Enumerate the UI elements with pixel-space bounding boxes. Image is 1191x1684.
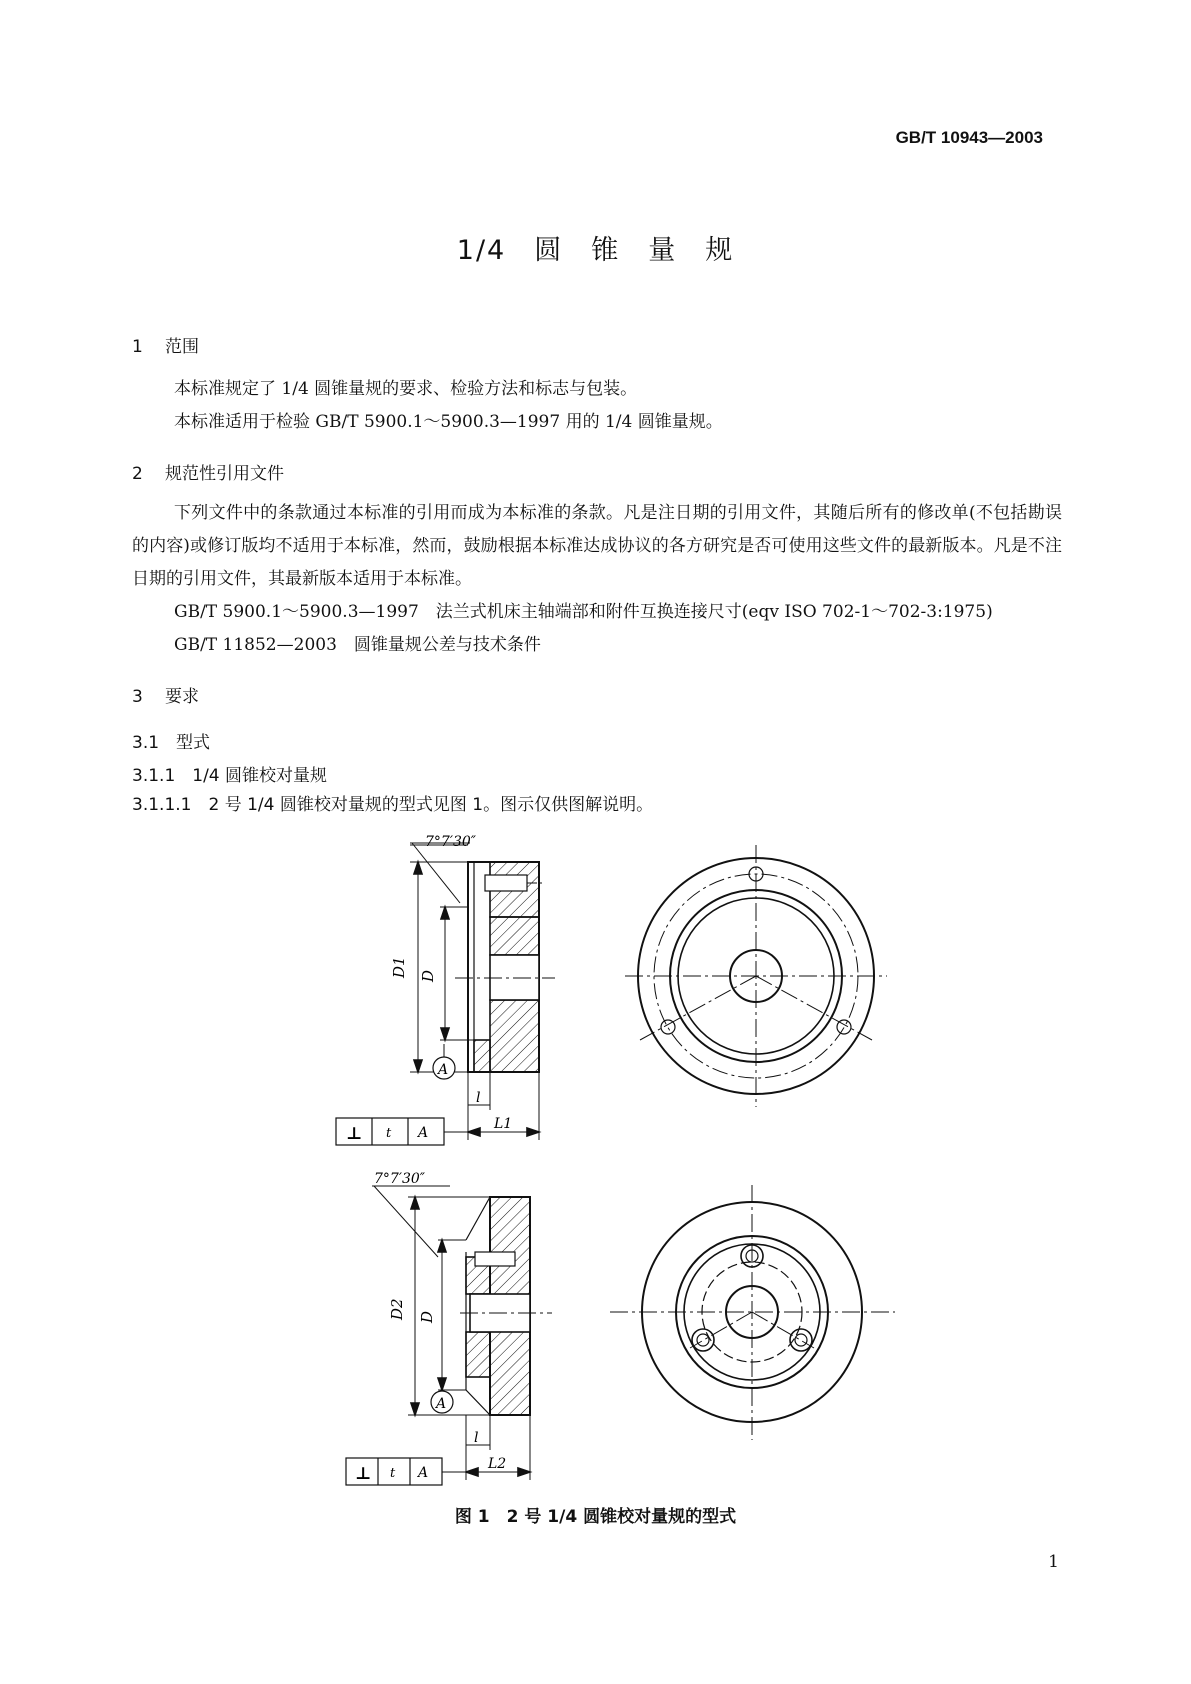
angle-bottom-label: 7°7′30″	[374, 1171, 426, 1187]
section-1-heading: 1 范围	[132, 337, 199, 357]
page-number: 1	[1048, 1552, 1059, 1572]
fcf-datum-2: A	[418, 1465, 429, 1481]
fcf-tolerance-2: t	[390, 1466, 396, 1481]
fcf-tolerance: t	[386, 1126, 392, 1141]
dim-d1-label: D1	[390, 956, 408, 978]
dim-d-label: D	[419, 969, 437, 982]
bottom-front-view	[610, 1185, 895, 1440]
dim-l-label: l	[476, 1090, 481, 1106]
title-part: 规	[705, 235, 735, 266]
title-part: 1/4	[456, 235, 507, 266]
dim-l2-label: L2	[488, 1456, 507, 1472]
datum-a-label-2: A	[436, 1396, 447, 1412]
perpendicularity-icon-2: ⊥	[355, 1464, 372, 1484]
title-part: 圆	[534, 235, 564, 266]
section-3-1-1-1-text: 3.1.1.1 2 号 1/4 圆锥校对量规的型式见图 1。图示仅供图解说明。	[132, 795, 654, 815]
section-2-heading: 2 规范性引用文件	[132, 464, 284, 484]
figure-caption: 图 1 2 号 1/4 圆锥校对量规的型式	[454, 1507, 737, 1527]
title-part: 量	[648, 235, 678, 266]
top-front-view	[625, 845, 887, 1107]
top-section-view	[336, 843, 555, 1145]
section-1-para-2: 本标准适用于检验 GB/T 5900.1～5900.3—1997 用的 1/4 圆锥量规。	[174, 412, 723, 432]
reference-2: GB/T 11852—2003 圆锥量规公差与技术条件	[174, 635, 541, 655]
dim-l1-label: L1	[494, 1116, 513, 1132]
dim-l-label-2: l	[474, 1430, 479, 1446]
section-1-para-1: 本标准规定了 1/4 圆锥量规的要求、检验方法和标志与包装。	[174, 379, 638, 399]
fcf-datum: A	[418, 1125, 429, 1141]
bottom-section-view	[346, 1186, 552, 1485]
section-2-para-1: 下列文件中的条款通过本标准的引用而成为本标准的条款。凡是注日期的引用文件，其随后所有的修改单(不包括勘误的内容)或修订版均不适用于本标准，然而，鼓励根据本标准达成协议的各方研究是否可使用这些文件的最新版本。凡是不注日期的引用文件，其最新版本适用于本标准。	[132, 503, 1062, 589]
dim-d-label-2: D	[418, 1310, 436, 1323]
section-3-heading: 3 要求	[132, 687, 199, 707]
datum-a-label: A	[438, 1062, 449, 1078]
dim-d2-label: D2	[388, 1298, 406, 1320]
perpendicularity-icon: ⊥	[346, 1124, 363, 1144]
reference-1: GB/T 5900.1～5900.3—1997 法兰式机床主轴端部和附件互换连接尺寸(eqv ISO 702-1～702-3:1975)	[174, 602, 993, 622]
standard-number: GB/T 10943—2003	[895, 128, 1043, 147]
section-3-1-1-heading: 3.1.1 1/4 圆锥校对量规	[132, 766, 328, 786]
section-3-1-heading: 3.1 型式	[132, 733, 211, 753]
angle-top-label: 7°7′30″	[425, 834, 477, 850]
title-part: 锥	[591, 235, 621, 266]
